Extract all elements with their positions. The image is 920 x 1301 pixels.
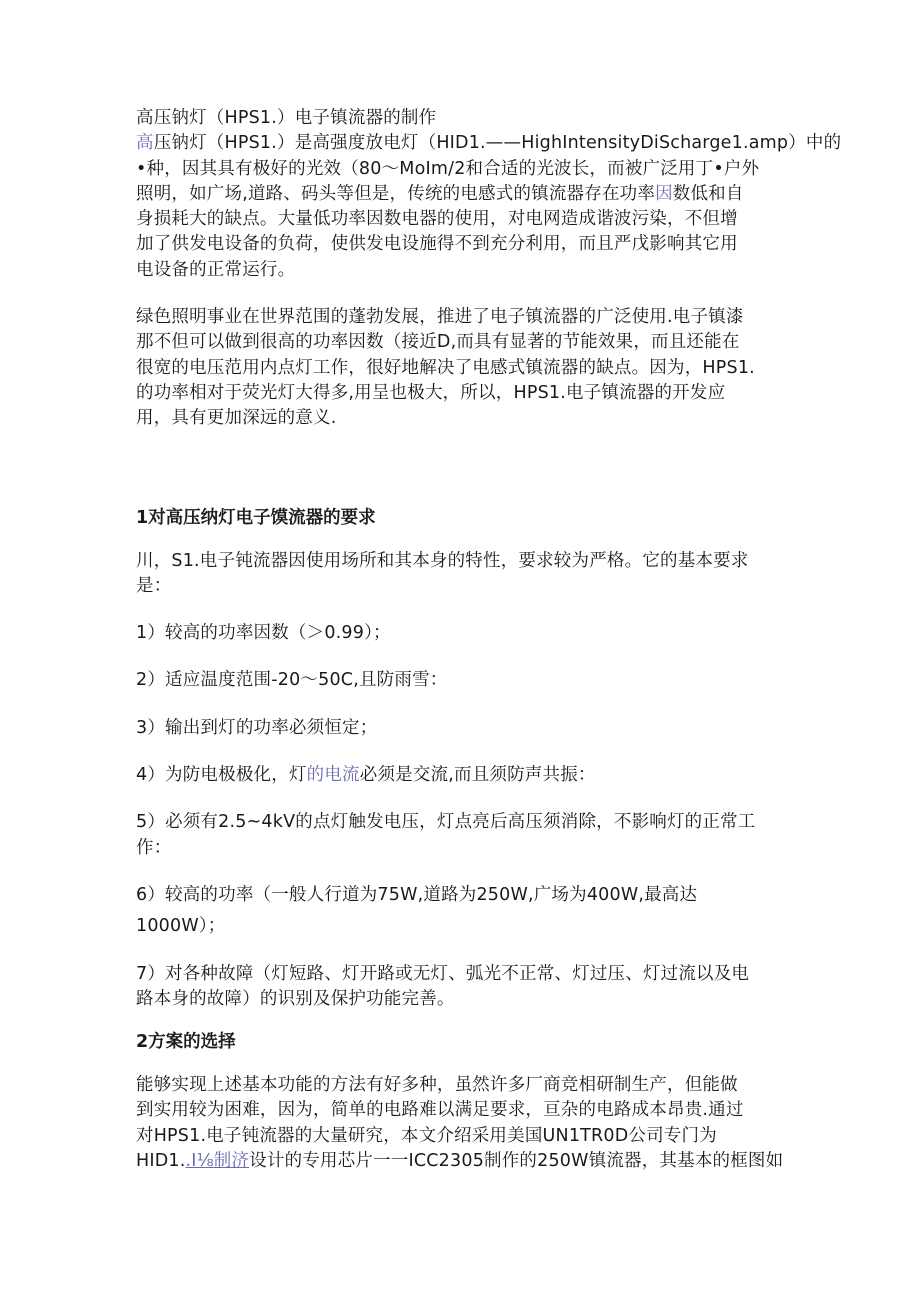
inline-link[interactable]: 的电流 <box>306 765 360 786</box>
requirement-6: 6）较高的功率（一般人行道为75W,道路为250W,广场为400W,最高达 1000W）； <box>136 884 698 937</box>
requirement-4: 4）为防电极极化，灯的电流必须是交流,而且须防声共振： <box>136 765 596 786</box>
document-title: 高压钠灯（HPS1.）电子镇流器的制作 <box>136 108 437 128</box>
requirement-2: 2）适应温度范围-20〜50C,且防雨雪： <box>136 670 448 691</box>
requirement-5: 5）必须有2.5~4kV的点灯触发电压，灯点亮后高压须消除，不影响灯的正常工 作： <box>136 812 756 858</box>
inline-link[interactable]: 高 <box>136 133 154 154</box>
section-1-heading: 1对高压纳灯电子馍流器的要求 <box>136 507 376 528</box>
requirement-7: 7）对各种故障（灯短路、灯开路或无灯、弧光不正常、灯过压、灯过流以及电 路本身的故障）的识别及保护功能完善。 <box>136 963 750 1009</box>
section-2-heading: 2方案的选择 <box>136 1032 236 1053</box>
section-2-paragraph: 能够实现上述基本功能的方法有好多种，虽然许多厂商竞相研制生产，但能做 到实用较为困难，因为，简单的电路难以满足要求，亘杂的电路成本昂贵.通过 对HPS1.电子钝流器的大量研究，本文介绍采用美国UN1TR0D公司专门为 HID1..I⅛制济设计的专用芯片一一ICC2305制作的250W镇流器，其基本的框图如 <box>136 1075 784 1172</box>
green-lighting-paragraph: 绿色照明事业在世界范围的蓬勃发展，推进了电子镇流器的广泛使用.电子镇漆 那不但可以做到很高的功率因数（接近D,而具有显著的节能效果，而且还能在 很宽的电压范用内点灯工作，很好地解决了电感式镇流器的缺点。因为，HPS1. 的功率相对于荧光灯大得多,用呈也极大，所以，HPS1.电子镇流器的开发应 用，具有更加深远的意义. <box>136 307 755 429</box>
inline-link[interactable]: 因 <box>655 183 673 204</box>
requirement-1: 1）较高的功率因数（＞0.99）； <box>136 623 391 644</box>
intro-paragraph: 高压钠灯（HPS1.）是高强度放电灯（HID1.——HighIntensityDiScharge1.amp）中的 •种，因其具有极好的光效（80〜MoIm/2和合适的光波长，而被广泛用丁•户外 照明，如广场,道路、码头等但是，传统的电感式的镇流器存在功率因数低和自 身损耗大的缺点。大量低功率因数电器的使用，对电网造成谐波污染，不但增 加了供发电设备的负荷，使供发电设施得不到充分利用，而且严戊影响其它用 电设备的正常运行。 <box>136 133 842 280</box>
inline-link[interactable]: .I⅛制济 <box>185 1151 250 1172</box>
requirement-3: 3）输出到灯的功率必须恒定； <box>136 717 378 738</box>
section-1-intro: 川，S1.电子钝流器因使用场所和其本身的特性，要求较为严格。它的基本要求 是： <box>136 550 749 596</box>
document-body <box>136 106 842 1174</box>
